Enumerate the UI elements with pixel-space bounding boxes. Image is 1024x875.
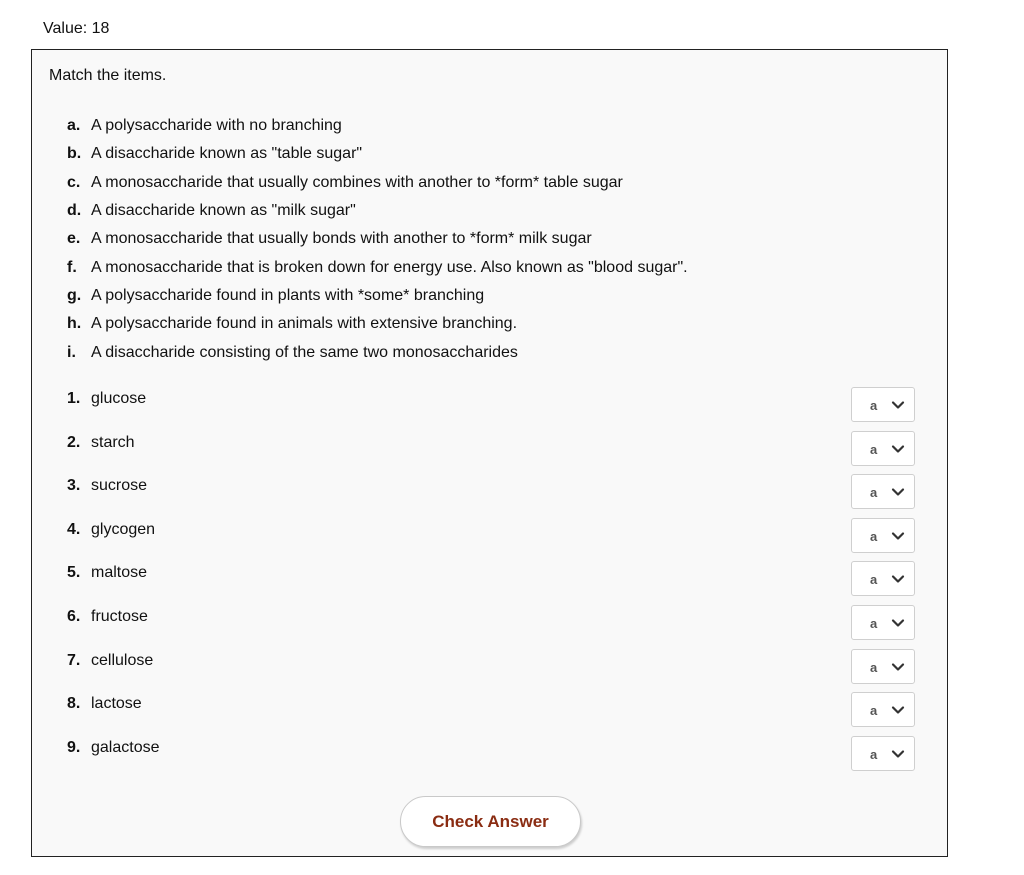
choice-text: A polysaccharide found in animals with extensive branching. — [91, 315, 518, 333]
choice-letter: g. — [67, 286, 82, 304]
choice-item — [67, 282, 688, 310]
match-row — [67, 649, 915, 693]
choice-text: A polysaccharide with no branching — [91, 117, 342, 135]
choice-letter: e. — [67, 230, 81, 248]
item-term: galactose — [91, 738, 160, 756]
chevron-down-icon — [891, 442, 905, 456]
choice-item — [67, 112, 688, 140]
match-row — [67, 605, 915, 649]
answer-select-value: a — [870, 485, 878, 501]
choice-item — [67, 197, 688, 225]
chevron-down-icon — [891, 660, 905, 674]
question-container — [31, 49, 948, 857]
match-row — [67, 387, 915, 431]
item-term: sucrose — [91, 477, 148, 495]
choice-item — [67, 338, 688, 366]
match-row — [67, 431, 915, 475]
chevron-down-icon — [891, 616, 905, 630]
answer-select[interactable] — [851, 518, 915, 553]
item-number: 6. — [67, 607, 81, 625]
choice-list — [67, 112, 688, 367]
answer-select-value: a — [870, 746, 878, 762]
choice-letter: c. — [67, 173, 81, 191]
choice-item — [67, 140, 688, 168]
choice-text: A monosaccharide that usually bonds with another to *form* milk sugar — [91, 230, 592, 248]
item-number: 5. — [67, 564, 81, 582]
answer-select-value: a — [870, 572, 878, 588]
item-number: 3. — [67, 477, 81, 495]
chevron-down-icon — [891, 572, 905, 586]
item-number: 1. — [67, 390, 81, 407]
choice-item — [67, 253, 688, 281]
item-term: lactose — [91, 695, 142, 713]
choice-text: A polysaccharide found in plants with *some* branching — [91, 286, 485, 304]
item-number: 9. — [67, 738, 81, 756]
item-term: cellulose — [91, 651, 154, 669]
chevron-down-icon — [891, 398, 905, 412]
answer-select[interactable] — [851, 431, 915, 466]
choice-letter: b. — [67, 145, 82, 163]
item-number: 8. — [67, 695, 81, 713]
answer-select-value: a — [870, 398, 878, 413]
answer-select[interactable] — [851, 561, 915, 596]
answer-select-value: a — [870, 659, 878, 675]
match-row — [67, 561, 915, 605]
choice-text: A monosaccharide that usually combines with another to *form* table sugar — [91, 173, 623, 191]
choice-item — [67, 310, 688, 338]
match-row — [67, 518, 915, 562]
choice-text: A monosaccharide that is broken down for energy use. Also known as "blood sugar". — [91, 258, 688, 276]
choice-letter: h. — [67, 315, 82, 333]
match-row — [67, 692, 915, 736]
choice-letter: f. — [67, 258, 77, 276]
item-term: glucose — [91, 390, 147, 407]
chevron-down-icon — [891, 529, 905, 543]
answer-select[interactable] — [851, 692, 915, 727]
answer-select-value: a — [870, 441, 878, 457]
item-number: 4. — [67, 520, 81, 538]
answer-select[interactable] — [851, 605, 915, 640]
match-row — [67, 736, 915, 780]
answer-select-value: a — [870, 528, 878, 544]
chevron-down-icon — [891, 703, 905, 717]
choice-text: A disaccharide consisting of the same two monosaccharides — [91, 343, 518, 361]
answer-select-value: a — [870, 615, 878, 631]
choice-letter: i. — [67, 343, 76, 361]
chevron-down-icon — [891, 747, 905, 761]
answer-select[interactable] — [851, 736, 915, 771]
choice-text: A disaccharide known as "milk sugar" — [91, 202, 356, 220]
item-number: 7. — [67, 651, 81, 669]
choice-letter: a. — [67, 117, 81, 135]
match-item-list — [67, 387, 915, 779]
item-term: glycogen — [91, 520, 156, 538]
value-label: Value: 18 — [43, 20, 110, 37]
item-term: maltose — [91, 564, 148, 582]
choice-letter: d. — [67, 202, 82, 220]
answer-select[interactable] — [851, 474, 915, 509]
item-number: 2. — [67, 433, 81, 451]
item-term: starch — [91, 433, 135, 451]
choice-item — [67, 225, 688, 253]
answer-select-value: a — [870, 703, 878, 719]
item-term: fructose — [91, 607, 148, 625]
question-instruction: Match the items. — [49, 67, 167, 84]
choice-text: A disaccharide known as "table sugar" — [91, 145, 363, 163]
match-row — [67, 474, 915, 518]
chevron-down-icon — [891, 485, 905, 499]
answer-select[interactable] — [851, 387, 915, 422]
choice-item — [67, 169, 688, 197]
check-answer-button[interactable]: Check Answer — [400, 796, 581, 847]
answer-select[interactable] — [851, 649, 915, 684]
